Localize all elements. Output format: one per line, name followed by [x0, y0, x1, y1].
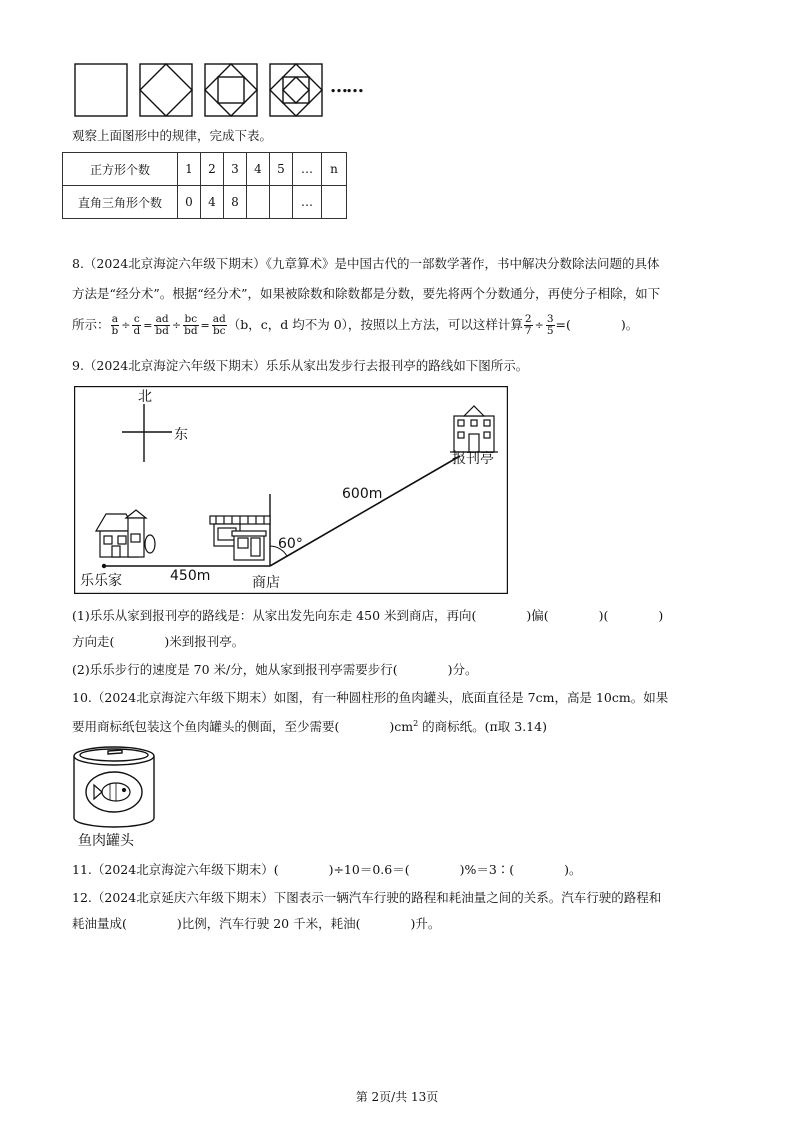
can-label: 鱼肉罐头 [78, 833, 134, 849]
pattern-figure-3 [205, 64, 257, 116]
table-cell: 5 [270, 153, 293, 186]
home-label: 乐乐家 [80, 573, 122, 589]
divide-sign: ÷ [121, 318, 131, 332]
q7-instruction: 观察上面图形中的规律，完成下表。 [72, 128, 273, 143]
distance-shop-kiosk: 600m [342, 486, 383, 502]
table-cell: 8 [224, 186, 247, 219]
q8-answer-blank[interactable]: =( )。 [555, 317, 639, 332]
numerator: a [111, 313, 119, 325]
fraction-3-over-5 [546, 314, 555, 337]
denominator: bd [184, 325, 198, 337]
pattern-ellipsis: …… [330, 76, 362, 97]
table-cell: 1 [178, 153, 201, 186]
denominator: b [111, 325, 119, 337]
kiosk-label: 报刊亭 [452, 451, 494, 467]
q8-line3-mid: （b，c，d 均不为 0），按照以上方法，可以这样计算 [227, 317, 523, 332]
fish-can-figure [70, 742, 160, 852]
fraction-ad-over-bc [212, 314, 227, 337]
table-cell: … [293, 153, 322, 186]
map-frame [75, 387, 508, 594]
angle-label: 60° [278, 536, 303, 552]
table-cell: 3 [224, 153, 247, 186]
pattern-table [62, 152, 347, 219]
route-map [74, 386, 508, 594]
equals-sign: = [143, 318, 153, 332]
q10-line2-b: 的商标纸。(π取 3.14) [418, 719, 547, 735]
denominator: 5 [546, 325, 554, 337]
fraction-a-over-b [111, 314, 120, 337]
table-row-label: 直角三角形个数 [63, 186, 178, 219]
table-cell-blank[interactable] [270, 186, 293, 219]
table-cell-blank[interactable] [247, 186, 270, 219]
page-footer: 第 2页/共 13页 [355, 1090, 439, 1104]
pattern-figure-2 [140, 64, 192, 116]
table-cell: 2 [201, 153, 224, 186]
q12-line2: 耗油量成( )比例，汽车行驶 20 千米，耗油( )升。 [72, 916, 441, 931]
pattern-figure-4 [270, 64, 322, 116]
q8-line3 [72, 312, 638, 339]
shop-icon [210, 516, 270, 560]
pattern-figure-1 [75, 64, 127, 116]
table-cell: 0 [178, 186, 201, 219]
fraction-bc-over-bd [183, 314, 198, 337]
shop-label: 商店 [252, 575, 280, 591]
q9-intro: 9.（2024北京海淀六年级下期末）乐乐从家出发步行去报刊亭的路线如下图所示。 [72, 358, 529, 373]
east-label: 东 [174, 427, 188, 443]
divide-sign: ÷ [534, 318, 544, 332]
table-cell: n [322, 153, 347, 186]
table-cell-blank[interactable] [322, 186, 347, 219]
q9-part2: (2)乐乐步行的速度是 70 米/分，她从家到报刊亭需要步行( )分。 [72, 662, 478, 677]
q10-line2 [72, 716, 547, 735]
denominator: 7 [524, 325, 532, 337]
q12-line1: 12.（2024北京延庆六年级下期末）下图表示一辆汽车行驶的路程和耗油量之间的关系。汽车行驶的路程和 [72, 890, 662, 905]
table-row [63, 153, 347, 186]
denominator: bc [212, 325, 226, 337]
north-label: 北 [138, 389, 152, 405]
numerator: 2 [524, 313, 532, 325]
q10-line1: 10.（2024北京海淀六年级下期末）如图，有一种圆柱形的鱼肉罐头，底面直径是 7cm，高是 10cm。如果 [72, 690, 669, 705]
q8-line1: 8.（2024北京海淀六年级下期末）《九章算术》是中国古代的一部数学著作，书中解决分数除法问题的具体 [72, 256, 660, 271]
fraction-2-over-7 [524, 314, 533, 337]
q8-line3-prefix: 所示： [72, 317, 110, 332]
q9-part1-line1: (1)乐乐从家到报刊亭的路线是：从家出发先向东走 450 米到商店，再向( )偏( )( ) [72, 608, 664, 623]
compass-icon [122, 404, 172, 462]
fraction-ad-over-bd [154, 314, 169, 337]
table-cell: 4 [201, 186, 224, 219]
q11-line: 11.（2024北京海淀六年级下期末）( )÷10＝0.6＝( )%＝3∶( )。 [72, 862, 582, 877]
square-pattern-figures [72, 62, 332, 118]
distance-home-shop: 450m [170, 568, 211, 584]
fraction-c-over-d [132, 314, 141, 337]
q8-line2: 方法是“经分术”。根据“经分术”，如果被除数和除数都是分数，要先将两个分数通分，再使分子相除，如下 [72, 286, 661, 301]
denominator: bd [155, 325, 169, 337]
table-cell: … [293, 186, 322, 219]
q9-part1-line2: 方向走( )米到报刊亭。 [72, 634, 245, 649]
numerator: ad [212, 313, 226, 325]
table-cell: 4 [247, 153, 270, 186]
house-icon [96, 510, 155, 557]
numerator: bc [184, 313, 198, 325]
table-row-label: 正方形个数 [63, 153, 178, 186]
numerator: 3 [546, 313, 554, 325]
q10-line2-a: 要用商标纸包装这个鱼肉罐头的侧面，至少需要( )cm [72, 719, 414, 735]
q10-superscript: 2 [413, 719, 419, 728]
numerator: ad [155, 313, 169, 325]
equals-sign: = [200, 318, 210, 332]
denominator: d [133, 325, 141, 337]
numerator: c [133, 313, 140, 325]
divide-sign: ÷ [171, 318, 182, 332]
table-row [63, 186, 347, 219]
kiosk-building-icon [450, 406, 498, 452]
